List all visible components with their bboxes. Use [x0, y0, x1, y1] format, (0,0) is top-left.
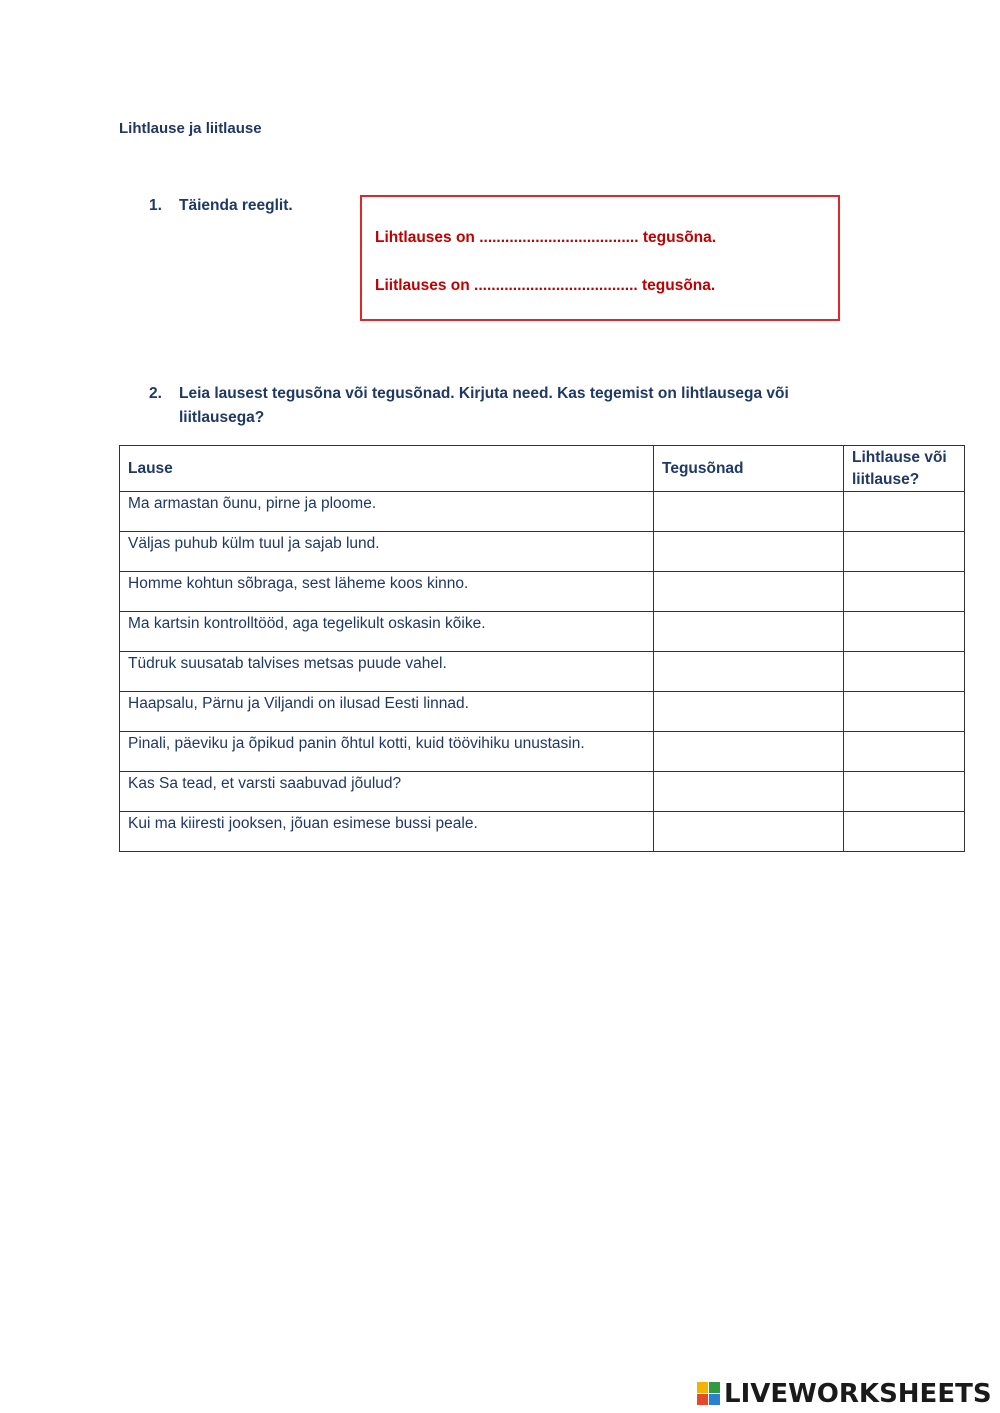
- header-verbs: Tegusõnad: [654, 446, 844, 492]
- sentence-cell: Väljas puhub külm tuul ja sajab lund.: [120, 532, 654, 572]
- task-2-text: Leia lausest tegusõna või tegusõnad. Kirjuta need. Kas tegemist on lihtlausega või liitlausega?: [179, 385, 789, 426]
- verbs-answer-cell[interactable]: [654, 532, 844, 572]
- sentence-type-answer-cell[interactable]: [844, 572, 965, 612]
- verbs-answer-cell[interactable]: [654, 772, 844, 812]
- sentence-type-answer-cell[interactable]: [844, 692, 965, 732]
- sentence-type-answer-cell[interactable]: [844, 732, 965, 772]
- sentence-cell: Tüdruk suusatab talvises metsas puude vahel.: [120, 652, 654, 692]
- verbs-answer-cell[interactable]: [654, 492, 844, 532]
- sentence-type-answer-cell[interactable]: [844, 812, 965, 852]
- table-row: [120, 812, 965, 852]
- liveworksheets-brand: [697, 1378, 992, 1410]
- rule-compound-sentence: Liitlauses on ...................................... tegusõna.: [375, 277, 716, 294]
- verbs-answer-cell[interactable]: [654, 732, 844, 772]
- header-sentence-type: Lihtlause või liitlause?: [844, 446, 965, 492]
- verbs-answer-cell[interactable]: [654, 812, 844, 852]
- table-row: [120, 532, 965, 572]
- brand-name: LIVEWORKSHEETS: [724, 1379, 992, 1409]
- table-row: [120, 692, 965, 732]
- table-header-row: [120, 446, 965, 492]
- task-1-number: 1.: [149, 197, 162, 214]
- table-row: [120, 572, 965, 612]
- sentence-cell: Pinali, päeviku ja õpikud panin õhtul kotti, kuid töövihiku unustasin.: [120, 732, 654, 772]
- task-1-text: Täienda reeglit.: [179, 197, 293, 214]
- table-row: [120, 652, 965, 692]
- task-2-number: 2.: [149, 385, 162, 402]
- table-row: [120, 612, 965, 652]
- verbs-answer-cell[interactable]: [654, 692, 844, 732]
- sentence-cell: Haapsalu, Pärnu ja Viljandi on ilusad Eesti linnad.: [120, 692, 654, 732]
- sentence-cell: Ma armastan õunu, pirne ja ploome.: [120, 492, 654, 532]
- liveworksheets-logo-icon: [697, 1382, 721, 1406]
- sentence-type-answer-cell[interactable]: [844, 612, 965, 652]
- sentence-type-answer-cell[interactable]: [844, 652, 965, 692]
- sentences-table: [119, 445, 965, 852]
- table-row: [120, 732, 965, 772]
- sentence-type-answer-cell[interactable]: [844, 532, 965, 572]
- table-row: [120, 772, 965, 812]
- sentence-cell: Homme kohtun sõbraga, sest läheme koos kinno.: [120, 572, 654, 612]
- verbs-answer-cell[interactable]: [654, 612, 844, 652]
- sentence-cell: Kas Sa tead, et varsti saabuvad jõulud?: [120, 772, 654, 812]
- sentence-cell: Kui ma kiiresti jooksen, jõuan esimese bussi peale.: [120, 812, 654, 852]
- sentence-type-answer-cell[interactable]: [844, 772, 965, 812]
- rule-simple-sentence: Lihtlauses on ..................................... tegusõna.: [375, 229, 717, 246]
- verbs-answer-cell[interactable]: [654, 572, 844, 612]
- rule-box: [360, 195, 840, 321]
- sentence-type-answer-cell[interactable]: [844, 492, 965, 532]
- table-row: [120, 492, 965, 532]
- header-sentence: Lause: [120, 446, 654, 492]
- page-title: Lihtlause ja liitlause: [119, 120, 262, 137]
- verbs-answer-cell[interactable]: [654, 652, 844, 692]
- sentence-cell: Ma kartsin kontrolltööd, aga tegelikult oskasin kõike.: [120, 612, 654, 652]
